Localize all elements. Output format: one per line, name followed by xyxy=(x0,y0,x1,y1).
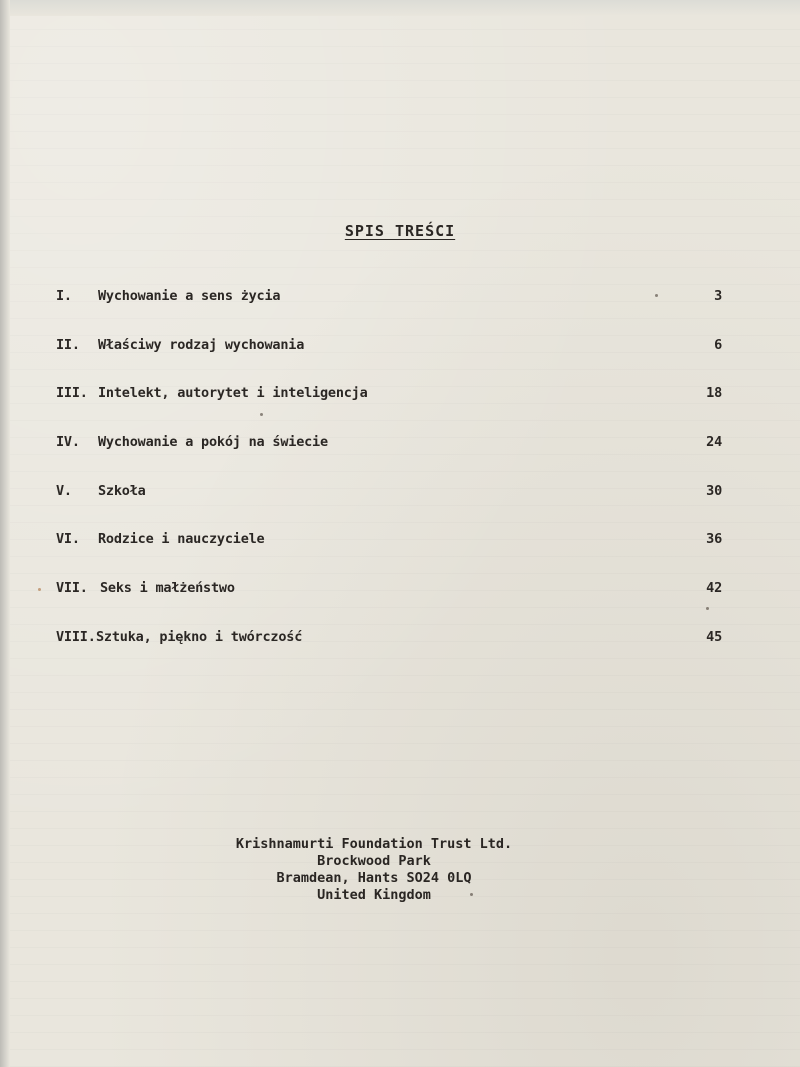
toc-entry-title: Wychowanie a sens życia xyxy=(98,288,281,304)
toc-entry-number: III. xyxy=(56,385,88,402)
table-of-contents xyxy=(56,288,728,678)
toc-entry-number: VI. xyxy=(56,531,80,548)
toc-entry-number: IV. xyxy=(56,434,80,451)
toc-entry-page: 24 xyxy=(706,434,722,451)
toc-entry xyxy=(56,434,728,483)
toc-entry xyxy=(56,483,728,532)
publisher-address-line: Bramdean, Hants SO24 0LQ xyxy=(276,870,472,886)
toc-heading: SPIS TREŚCI xyxy=(344,222,456,240)
toc-entry xyxy=(56,629,728,678)
page-left-edge xyxy=(0,0,10,1067)
toc-entry-page: 45 xyxy=(706,628,722,645)
toc-entry-page: 6 xyxy=(714,336,722,353)
toc-entry-number: V. xyxy=(56,482,72,499)
toc-entry-title: Szkoła xyxy=(98,482,146,499)
publisher-location: Brockwood Park xyxy=(317,853,431,869)
toc-entry xyxy=(56,531,728,580)
toc-entry-number: VIII. xyxy=(56,628,96,645)
paper-speck xyxy=(260,413,263,416)
publisher-country: United Kingdom xyxy=(317,887,431,903)
toc-entry-number: II. xyxy=(56,336,80,353)
paper-speck xyxy=(655,294,658,297)
toc-entry-title: Właściwy rodzaj wychowania xyxy=(98,336,305,353)
toc-entry-title: Seks i małżeństwo xyxy=(100,580,235,597)
toc-entry-page: 3 xyxy=(714,288,722,304)
page-top-edge xyxy=(0,0,800,16)
toc-entry-page: 36 xyxy=(706,531,722,548)
toc-entry-page: 18 xyxy=(706,385,722,402)
paper-speck xyxy=(706,607,709,610)
toc-entry xyxy=(56,288,728,337)
toc-entry-number: VII. xyxy=(56,580,88,597)
toc-entry-title: Wychowanie a pokój na świecie xyxy=(98,434,328,451)
toc-entry-title: Rodzice i nauczyciele xyxy=(98,531,265,548)
publisher-address xyxy=(0,836,748,904)
paper-speck xyxy=(38,588,41,591)
paper-speck xyxy=(470,893,473,896)
toc-entry-page: 42 xyxy=(706,580,722,597)
toc-entry xyxy=(56,337,728,386)
toc-entry-title: Intelekt, autorytet i inteligencja xyxy=(98,385,368,402)
toc-entry-page: 30 xyxy=(706,482,722,499)
toc-entry-number: I. xyxy=(56,288,72,304)
toc-entry xyxy=(56,385,728,434)
toc-entry-title: Sztuka, piękno i twórczość xyxy=(96,628,303,645)
publisher-name: Krishnamurti Foundation Trust Ltd. xyxy=(235,836,513,852)
toc-entry xyxy=(56,580,728,629)
